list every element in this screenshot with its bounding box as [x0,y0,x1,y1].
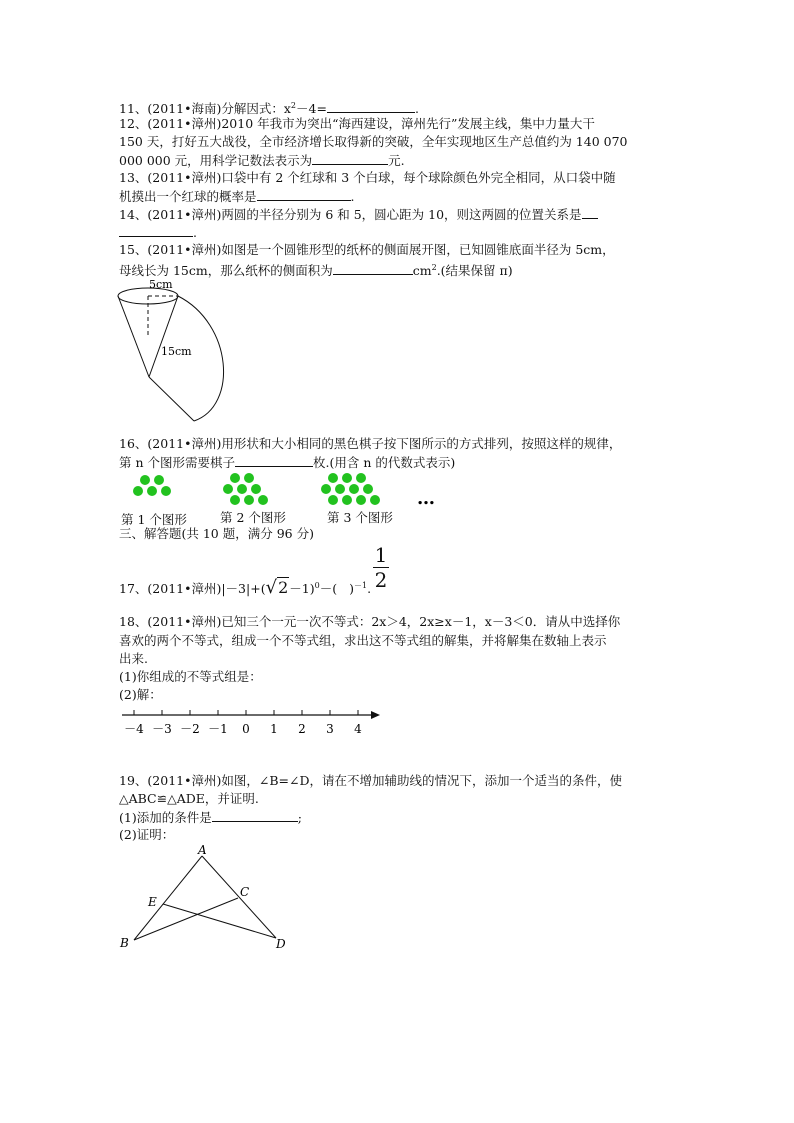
number-line-label: 0 [242,722,250,736]
number-line-label: －3 [152,722,172,736]
fraction-numerator: 1 [374,543,388,567]
chess-piece [328,495,338,505]
chess-piece [147,486,157,496]
question-18-line1: 18、(2011•漳州)已知三个一元一次不等式：2x＞4，2x≥x－1，x－3＜0．请从中选择你 [119,614,621,629]
q19-text: (1)添加的条件是 [119,810,212,825]
question-16-line2 [119,454,455,471]
chess-piece [230,495,240,505]
sqrt-sign: √ [265,577,278,599]
chess-piece [328,473,338,483]
chess-piece [244,495,254,505]
q14-answer-blank-start[interactable] [582,206,598,219]
q13-text-end: . [350,189,355,204]
chess-piece [258,495,268,505]
segment-AB [134,856,202,940]
question-14-line2 [119,224,197,241]
sector-arc [178,296,224,421]
caption-figure-2: 第 2 个图形 [220,510,286,525]
fraction-denominator: 2 [374,568,388,592]
label-B: B [120,936,129,950]
q15-unit: cm [412,263,432,279]
segment-AD [202,856,276,938]
q17-radicand: 2 [278,578,289,598]
question-15-line1: 15、(2011•漳州)如图是一个圆锥形型的纸杯的侧面展开图，已知圆锥底面半径为 5cm， [119,242,615,257]
question-19-sub1 [119,809,302,826]
chess-piece [356,495,366,505]
chess-piece [140,475,150,485]
chess-piece [363,484,373,494]
question-12-line2: 150 天，打好五大战役，全市经济增长取得新的突破，全年实现地区生产总值约为 140 070 [119,134,628,149]
number-line-arrow [371,711,380,719]
q17-neg-exponent: －1 [353,581,368,590]
q15-unit-exponent: 2 [431,263,437,272]
q17-text-e: ) [349,581,354,597]
chess-piece [244,473,254,483]
chess-piece [349,484,359,494]
chess-piece [321,484,331,494]
question-11 [119,98,419,117]
chess-piece [154,475,164,485]
label-A: A [198,843,207,857]
q11-text-end: . [414,101,419,117]
q16-answer-blank[interactable] [235,454,313,467]
q14-text: 14、(2011•漳州)两圆的半径分别为 6 和 5，圆心距为 10，则这两圆的位置关系是 [119,207,582,222]
q11-answer-blank[interactable] [327,100,415,113]
q19-text-end: ; [297,810,302,825]
q14-text-end: . [193,225,197,240]
triangle-figure [116,840,296,955]
sector-radius-line [149,377,194,421]
q12-answer-blank[interactable] [312,152,388,165]
q15-text-end: .(结果保留 π) [436,263,513,279]
chess-piece [133,486,143,496]
number-line-label: －2 [180,722,200,736]
label-C: C [240,885,250,899]
q17-text-end: . [367,581,372,597]
q15-text: 母线长为 15cm，那么纸杯的侧面积为 [119,263,333,279]
chess-piece [230,473,240,483]
question-18-line3: 出来. [119,651,148,666]
chess-piece [237,484,247,494]
question-19-line2: △ABC≌△ADE，并证明. [119,791,259,806]
q12-text: 000 000 元，用科学记数法表示为 [119,153,313,168]
section-3-heading: 三、解答题(共 10 题，满分 96 分) [119,526,314,541]
q11-text: 11、(2011•海南)分解因式：x [119,101,291,117]
chess-piece [370,495,380,505]
question-19-sub2: (2)证明： [119,827,175,842]
question-14-line1 [119,206,598,223]
question-18-sub2: (2)解： [119,687,162,702]
chess-piece [356,473,366,483]
cone-right-edge [149,296,178,377]
chess-piece [342,495,352,505]
number-line-label: －4 [124,722,144,736]
question-17 [119,578,371,597]
q19-answer-blank[interactable] [212,809,298,822]
question-12-line3 [119,152,405,169]
number-line [118,705,388,741]
q12-text-end: 元. [388,153,405,168]
caption-figure-3: 第 3 个图形 [327,510,393,525]
chess-piece [335,484,345,494]
q14-answer-blank-end[interactable] [119,224,193,237]
question-13-line1: 13、(2011•漳州)口袋中有 2 个红球和 3 个白球，每个球除颜色外完全相同，从口袋中随 [119,170,616,185]
question-18-line2: 喜欢的两个不等式，组成一个不等式组，求出这不等式组的解集，并将解集在数轴上表示 [119,633,607,648]
q13-answer-blank[interactable] [257,188,351,201]
caption-figure-1: 第 1 个图形 [121,512,187,527]
label-E: E [148,895,157,909]
q11-text-mid: －4= [296,101,327,117]
cone-net-figure [108,276,238,426]
label-D: D [276,937,286,951]
question-19-line1: 19、(2011•漳州)如图，∠B=∠D，请在不增加辅助线的情况下，添加一个适当的条件，使 [119,773,622,788]
q13-text: 机摸出一个红球的概率是 [119,189,257,204]
chip-patterns-figure [130,470,450,510]
q17-text: 17、(2011•漳州)|－3|+( [119,581,266,597]
chess-piece [223,484,233,494]
q17-text-d: －( [319,581,338,597]
number-line-label: 4 [354,722,362,736]
number-line-label: 1 [270,722,278,736]
q16-text: 第 n 个图形需要棋子 [119,455,235,470]
q15-answer-blank[interactable] [333,262,413,275]
number-line-label: －1 [208,722,228,736]
chess-piece [342,473,352,483]
q17-text-b: －1) [289,581,315,597]
pattern-ellipsis: … [417,488,435,509]
number-line-label: 3 [326,722,334,736]
chess-piece [161,486,171,496]
label-15cm: 15cm [161,345,192,358]
label-5cm: 5cm [149,278,173,291]
cone-left-edge [118,296,149,377]
q16-text-end: 枚.(用含 n 的代数式表示) [313,455,456,470]
question-18-sub1: (1)你组成的不等式组是： [119,669,262,684]
q17-zero-exponent: 0 [314,581,320,590]
question-12-line1: 12、(2011•漳州)2010 年我市为突出“海西建设，漳州先行”发展主线，集中力量大干 [119,116,595,131]
question-13-line2 [119,188,355,205]
number-line-label: 2 [298,722,306,736]
question-16-line1: 16、(2011•漳州)用形状和大小相同的黑色棋子按下图所示的方式排列，按照这样的规律， [119,436,622,451]
q11-exponent: 2 [290,101,296,110]
chess-piece [251,484,261,494]
